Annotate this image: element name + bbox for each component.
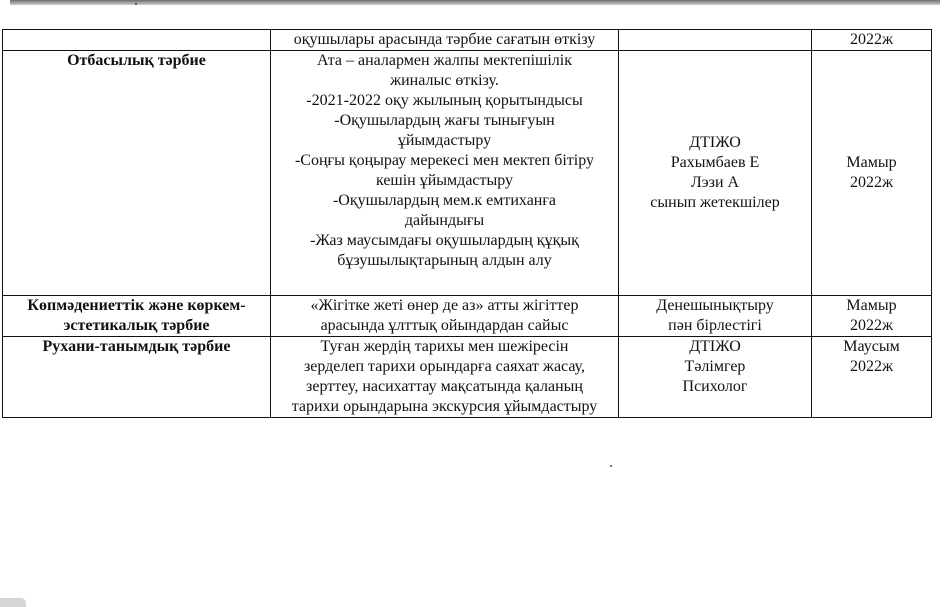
date-cell: Маусым 2022ж bbox=[812, 337, 932, 418]
responsible-cell: ДТІЖО Рахымбаев Е Лэзи А сынып жетекшілер bbox=[619, 51, 812, 296]
responsible-cell: Денешынықтыру пән бірлестігі bbox=[619, 296, 812, 337]
table-row bbox=[3, 30, 932, 51]
direction-cell: Отбасылық тәрбие bbox=[3, 51, 271, 296]
direction-cell: Көпмәдениеттік және көркем-эстетикалық тәрбие bbox=[3, 296, 271, 337]
scan-speck bbox=[610, 465, 612, 467]
activity-cell: «Жігітке жеті өнер де аз» атты жігіттер арасында ұлттық ойындардан сайыс bbox=[271, 296, 619, 337]
page-top-edge bbox=[10, 0, 940, 5]
date-cell: Мамыр 2022ж bbox=[812, 296, 932, 337]
table-row bbox=[3, 51, 932, 296]
activity-cell: Туған жердің тарихы мен шежіресін зерделеп тарихи орындарға саяхат жасау, зерттеу, насихаттау мақсатында қаланың тарихи орындарына экскурсия ұйымдастыру bbox=[271, 337, 619, 418]
date-cell: Мамыр 2022ж bbox=[812, 51, 932, 296]
responsible-cell bbox=[619, 30, 812, 51]
activity-cell: оқушылары арасында тәрбие сағатын өткізу bbox=[271, 30, 619, 51]
date-cell: 2022ж bbox=[812, 30, 932, 51]
table-row bbox=[3, 337, 932, 418]
responsible-cell: ДТІЖО Тәлімгер Психолог bbox=[619, 337, 812, 418]
scan-mark bbox=[135, 3, 137, 5]
scan-corner-smudge bbox=[0, 598, 26, 607]
direction-cell bbox=[3, 30, 271, 51]
direction-cell: Рухани-танымдық тәрбие bbox=[3, 337, 271, 418]
education-plan-table bbox=[2, 29, 932, 418]
activity-cell: Ата – аналармен жалпы мектепішілік жиналыс өткізу. -2021-2022 оқу жылының қорытындысы -Оқушылардың жағы тынығуын ұйымдастыру -Соңғы қоңырау мерекесі мен мектеп бітіру кешін ұйымдастыру -Оқушылардың мем.к емтиханға дайындығы -Жаз маусымдағы оқушылардың құқық бұзушылықтарының алдын алу bbox=[271, 51, 619, 296]
table-row bbox=[3, 296, 932, 337]
